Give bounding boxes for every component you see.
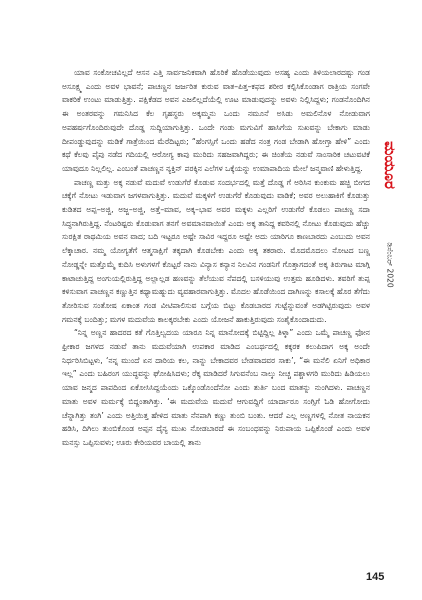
article-paragraph-2: ಪಾಚಣ್ಣ ಮತ್ತು ಅಕ್ಕ ನಡುವೆ ಮದುವೆ ಉಡುಗೆರೆ ಕೊಡುವ ಸಂದರ್ಭದಲ್ಲಿ ಮತ್ತೆ ದೊಡ್ಡ ಗೆ ಅರಿಸಿನ ಕುಂಕುಮ ಹಚ್ಚಿ ಬೀಗದ ಚಕ್ಕೆಗೆ ನೋಟು ಇಡುವಾಗ ಜಗಳವಾಗುತ್ತಿತ್ತು. ಮದುವೆ ಮಕ್ಕಳಿಗೆ ಉಡುಗೆರೆ ಕೊಡುವುದು ವಾಡಿಕೆ; ಅವರ ಅಲುಹಾಕಿಗೆ ಕೊಡುತ್ತು ಕುಡಿತದ ಅಪ್ಪ–ಅಜ್ಜಿ, ಅಜ್ಜ–ಅಜ್ಜಿ, ಅತ್ತೆ–ಮಾವ, ಅಕ್ಕ–ಭಾವ ಅವರ ಮಕ್ಕಳು ಎಲ್ಲರಿಗೆ ಉಡುಗೆರೆ ಕೊಡಲು ಪಾಚಣ್ಣ ಸದಾ ಸಿದ್ಧನಾಗಿರುತ್ತಿದ್ದ. ನೆಂಟರಿಷ್ಟರು ಕೊಡುವಾಗ ತನಗೆ ಅವಮಾನವಾಯಿತೆ ಎಂದು ಅಕ್ಕ ತಾನಿದ್ದ ಕವರಿನಲ್ಲಿ ನೋಟು ಕೊಡುವುದು ಹೆಚ್ಚು ಸುರಕ್ಷಿತ ರಾಥಮಿಯ ಅವನ ವಾದ; ಬದಿ ಇಟ್ಟರೂ ಅಷ್ಟೇ ಸಾವಿರ ಇದ್ದರೂ ಅಷ್ಟೇ ಅದು ಯಾರಿಗೂ ಕಾಣಬಾರದು ಎಂಬುದು ಅವನ ಲೆಕ್ಕಾಚಾರ. ನಮ್ಮ ಯೋಗ್ಯತೆಗೆ ಆತ್ಮಸಾಕ್ಷಿಗೆ ತಕ್ಕದಾಗಿ ಕೊಡಬೇಕು ಎಂದು ಅಕ್ಕ ತಕರಾರು. ಮೊದಮೊದಲು ನೋಟದ ಬಣ್ಣ ನೋಡ್ಡನ್ನೇ ಮತ್ತೊಮ್ಮೆ ಕುದಿಸಿ ಅಳುಗಳಗೆ ಕೊಟ್ಟರೆ ನಾನು ವಿನ್ಯಾಸ ಕನ್ಯಾನ ನಿಲವಿನ ಗಂಡನಿಗೆ ಗೊತ್ತಾಗದಂತೆ ಅಕ್ಕ ತಿರುಗಾಟ ಮಾಗ್ಗಿ ಕಾಟಾಚುತ್ತಿದ್ದ ಅಂಗುಯಲ್ಲಿರುತ್ತಿದ್ದ ಅಲ್ಲಾಲ್ಲಡ ಹಣವನ್ನು ತೆಲೆಯುವ ನೆಪದಲ್ಲಿ ಬಸಳಿಯುವು ಉತ್ತಮ ಹೂಡಿದಳು. ತವರಿಗೆ ತುಪ್ಪ ಕಳಿಸುವಾಗ ಪಾಚಣ್ಣನ ಕಣ್ಣುತ್ತಿನ ಕಥ್ಯಾಮಹ್ನುದು ವ್ಯವಹಾರವಾಗುತ್ತಿತ್ತು. ಮೊದಲ ಹೊಡೆಯಿಂದ ದಾಗಿಣನ್ನು ಕಸಾಲಕ್ಕೆ ಹೊರ ತೆಗೆದು ತೋರಿಸುವ ಸಂತೋಷ ಏಕಾಂತ ಗಂಡ ವೀಟಿಪಾಲಿಸುವ ಬಗ್ಗೆಯ ಬಿಟ್ಟು ಕೊಡಬಾರದ ಗುಟ್ಟೆನ್ನುವಂತೆ ಅಡಗಿಟ್ಟಿರುವುದು ಅವಳ ಗಮನಕ್ಕೆ ಬಂದಿತ್ತು; ಮಗಳ ಮದುವೆಯ ಕಾಲಕ್ಕರಬೇಕು ಎಂದು ಯೋಜನೆ ಹಾಕುತ್ತಿರುವುದು ಸಂಶೈಕೊಂದಾದುದು. <box>62 177 370 324</box>
magazine-brand-label: ಮಯೂರ <box>381 141 399 189</box>
article-paragraph-1: ಯಾವ ಸಂಕೋಚವಿಲ್ಲದೆ ಆಸನ ಎತ್ತಿ ಸಾರ್ವಜನಿಕವಾಗಿ ಹೊರಿಕೆ ಹೊಡೆಯುವುದು ಅಸಹ್ಯ ಎಂದು ತಿಳಿಯಲಾರದಷ್ಟು ಗಂಡ ಅಸೂಕ್ಷ್ಮ ಎಂದು ಅವಳ ಭಾವನೆ; ಪಾಚಣ್ಣನ ಜರ್ಜರಿತ ಕುರುವ ವಾತ–ಪಿತ್ತ–ಕಫದ ಶರೀರ ಕಲ್ಪಿಸಿಕೊಂಡಾಗ ರಾತ್ರಿಯ ಸಂಗವೇ ವಾಕರಿಕೆ ಉಂಟು ಮಾಡುತ್ತಿತ್ತು. ಪಕ್ಷಿಕೆಡದ ಅವನ ಎಜಲಿಲ್ಲದೆಯೆಲ್ಲಿ ಊಟ ಮಾಡುವುದನ್ನು ಅವಳು ನಿಲ್ಲಿಸಿದ್ದಳು; ಗಂಡನೊಂದಿಗಿನ ಈ ಅಂತರವನ್ನು ಗಮನಿಸಿದ ಕೆಲ ಗೃಹಸ್ಥರು ಅಕ್ಕಮ್ಮನು ಒಂದು ನಮೂನೆ ಅಸಿಡು ಅಮಲಿನೊಳ ನೋಡುವಾಗ ಅಪಹರ್ಷಗೊಂದಿರುವುದೇ ದೊಡ್ಡ ಸುದ್ದಿಯಾಗುತ್ತಿತ್ತು. ಒಂದೇ ಗಂಡು ಮಗುವಿಗೆ ಹಾಸಿಗೆಯ ಸುಖವನ್ನು ಬೇಕಾಗು ಮಾಡು ದೀಪಂಡ್ಡುವುದನ್ನು ಮಡಿಕೆ ಗಾತ್ರೆಯಿಂದ ಮೆರೆದಿಟ್ಟರು; “ಹೆಂಗಸ್ಸಿಗೆ ಒಂದು ಹಡೆದ ನಂತ್ರ ಗಂಡ ಬೇಡಾಗಿ ಹೋಗ್ತಾ ಹೇಳಿ” ಎಂದು ಕಥೆ ಕೆಲವು ಪೈಪು ನಡೆದ ಗದಿಯಲ್ಲಿ ಆರೋಗ್ಯ ಕಾಪು ಮುರಿದು ಸಹಜವಾಗಿದ್ದರು; ಈ ಚಿಂತೆಯ ನಡುವೆ ಸಾಂಸಾರಿಕ ಚಟುವಟಿಕೆ ಯಾವುದೂ ನಿಲ್ಲಲಿಲ್ಲ. ಎಂಬಂತೆ ಪಾಚಣ್ಣನ ನ್ಯಕ್ತಿನ್ ಪರಕ್ಕಿನ ಎಲೆಗಳ ಒಕ್ಕೆಯನ್ನು ಉಮಾಪಾದಿಯ ಮೇಲೆ ಜನ್ಮವಾಣಿ ಹೇಳುತ್ತಿದ್ದ. <box>62 68 370 173</box>
page-number: 145 <box>366 571 385 583</box>
issue-date <box>377 220 403 310</box>
article-body <box>62 66 370 560</box>
article-paragraph-3: “ನಿನ್ನ ಅಣ್ಣನ ಹಾದರದ ಕತೆ ಗೊತ್ತಿಲ್ವದಯ ಯಾರೂ ನಿನ್ನ ಮಾನೋದಕ್ಕೆ ಬಿಟ್ಟಿದ್ದಿಲ್ಲ ತಿಳ್ಕಾ” ಎಂದು ಒಮ್ಮೆ ಪಾಚಣ್ಣ ಫೋನ ಫ್ರೀಕಾರ ಜಗಳದ ನಡುವೆ ತಾನು ಮದುವೆಯಾಗಿ ಉಪಕಾರ ಮಾಡಿದ ಎಂಬರ್ಥದಲ್ಲಿ ಕಕ್ಕರಕ ಕಲುಪಿದಾಗ ಅಕ್ಕ ಅಂದೇ ನಿರ್ಧರಿಸಿಬಿಟ್ಟಳು, ‘ನನ್ನ ಮುಂದೆ ಏನ ದಾರಿಯ ಕಲ, ನಾನ್ನು ಬೇಕಾದವರ ಬೇಡವಾದವರ ಸಾಕು’, “ಈ ಮನೆಲಿ ಏನಿಗೆ ಅಧಿಕಾರ ಇಲ್ಲ” ಎಂದು ಬಹಿರಂಗ ಯುದ್ಧವನ್ನು ಘೋಷಿಸಿದಳು; ರೆಕ್ಕ ಮಾಡಿದರೆ ಸಿಗುವನೆಂಬ ನಾಲ್ಕು ನೀಚ್ಚ ಪಶ್ಚಾಳಗರಿ ಮುರಿದು ಹಿಡಿಯಲು ಯಾವ ಜನ್ಮದ ಪಾಪದಿಂದ ಏಕೋಸಿಸಿದ್ದಯೆಂದು ಒಕ್ಕೊಂಡೊಂದೆನೋ ಎಂದು ತುರ್ತಿ ಬಂದ ಮಾತನ್ನು ನುಂಗಿದಳು. ಪಾಚಣ್ಣನ ಮಾತು ಅವಳ ಮರ್ಮಕ್ಕೆ ಬಿದ್ದಂತಾಗಿತ್ತು. ‘ಈ ಮದುವೆಯ ಮದುವೆ ಆಗುವದ್ದಿಗೆ ಯಾರ್ದಾರೂ ಸಂಗ್ಸಿಗೆ ಓಡಿ ಹೋಗೋದು ಚೆನ್ನಾಗಿತ್ತು ತಂಗಿ’ ಎಂದು ಅತ್ತಿಯಿತ್ತ ಹೇಳಿದ ಮಾತು ನೆನಪಾಗಿ ಕಣ್ಣು ತುಂಬಿ ಬಂತು. ಆದರೆ ಎಲ್ಲ ಅಣ್ಣಗಳಲ್ಲಿ ನೋತ ನಾಯಕನ ಹಡಿಸಿ, ದಿಗಿಲು ತುಂಬಿಕೊಂಡ ಅಪ್ಪನ ದೈನ್ಯ ಮುಖ ನೋಡಬಾರದೆ ಈ ಸಂಬಂಧವನ್ನು ನಿರುಪಾಯ ಒಪ್ಪಿಕೊಂಡೆ ಎಂದು ಅವಳ ಮನಸ್ಸು ಒಪ್ಪಿಸುವಳು; ಊರು ಕೇರಿಯವರ ಬಾಯಲ್ಲಿ ತಾನು <box>62 328 370 447</box>
magazine-brand <box>377 120 403 210</box>
issue-date-label: ಡಿಸೆಂಬರ್ 2020 <box>386 242 395 288</box>
side-margin <box>377 120 403 550</box>
